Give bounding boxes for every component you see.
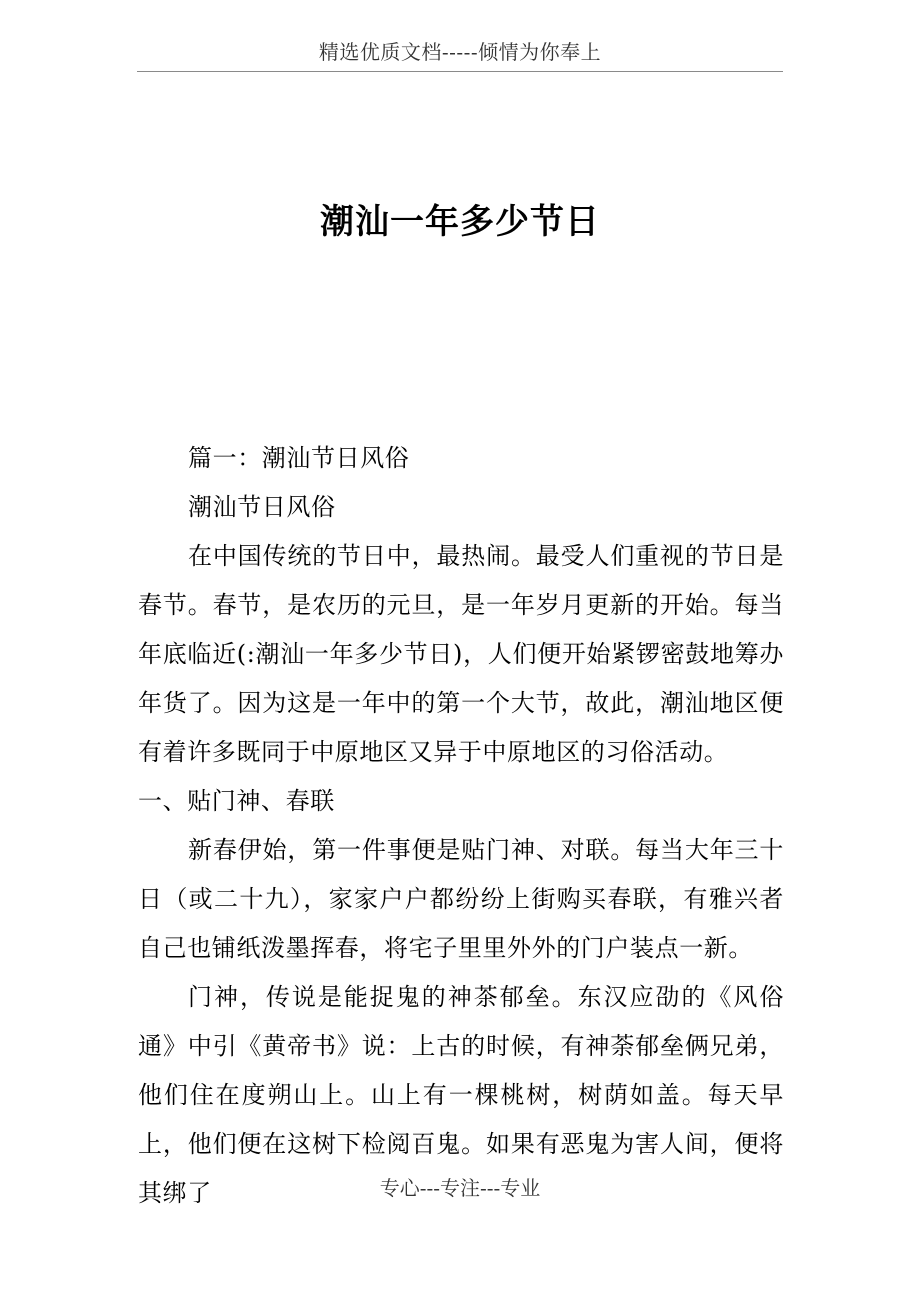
subsection-heading: 潮汕节日风俗: [188, 493, 336, 521]
header-divider: [137, 71, 783, 72]
document-title: 潮汕一年多少节日: [320, 202, 600, 242]
body-paragraph: 门神，传说是能捉鬼的神茶郁垒。东汉应劭的《风俗通》中引《黄帝书》说：上古的时候，有神荼郁垒俩兄弟，他们住在度朔山上。山上有一棵桃树，树荫如盖。每天早上，他们便在这树下检阅百鬼。如果有恶鬼为害人间，便将其绑了: [138, 983, 784, 1207]
page-header: 精选优质文档-----倾情为你奉上: [318, 40, 602, 64]
page-footer: 专心---专注---专业: [379, 1176, 541, 1200]
body-paragraph: 在中国传统的节日中，最热闹。最受人们重视的节日是春节。春节，是农历的元旦，是一年岁月更新的开始。每当年底临近(:潮汕一年多少节日)，人们便开始紧锣密鼓地筹办年货了。因为这是一年中的第一个大节，故此，潮汕地区便有着许多既同于中原地区又异于中原地区的习俗活动。: [138, 542, 784, 766]
section-heading: 篇一：潮汕节日风俗: [188, 444, 410, 472]
document-body: [138, 434, 784, 1218]
body-paragraph: 新春伊始，第一件事便是贴门神、对联。每当大年三十日（或二十九），家家户户都纷纷上街购买春联，有雅兴者自己也铺纸泼墨挥春，将宅子里里外外的门户装点一新。: [138, 836, 784, 962]
list-heading: 一、贴门神、春联: [138, 787, 335, 815]
